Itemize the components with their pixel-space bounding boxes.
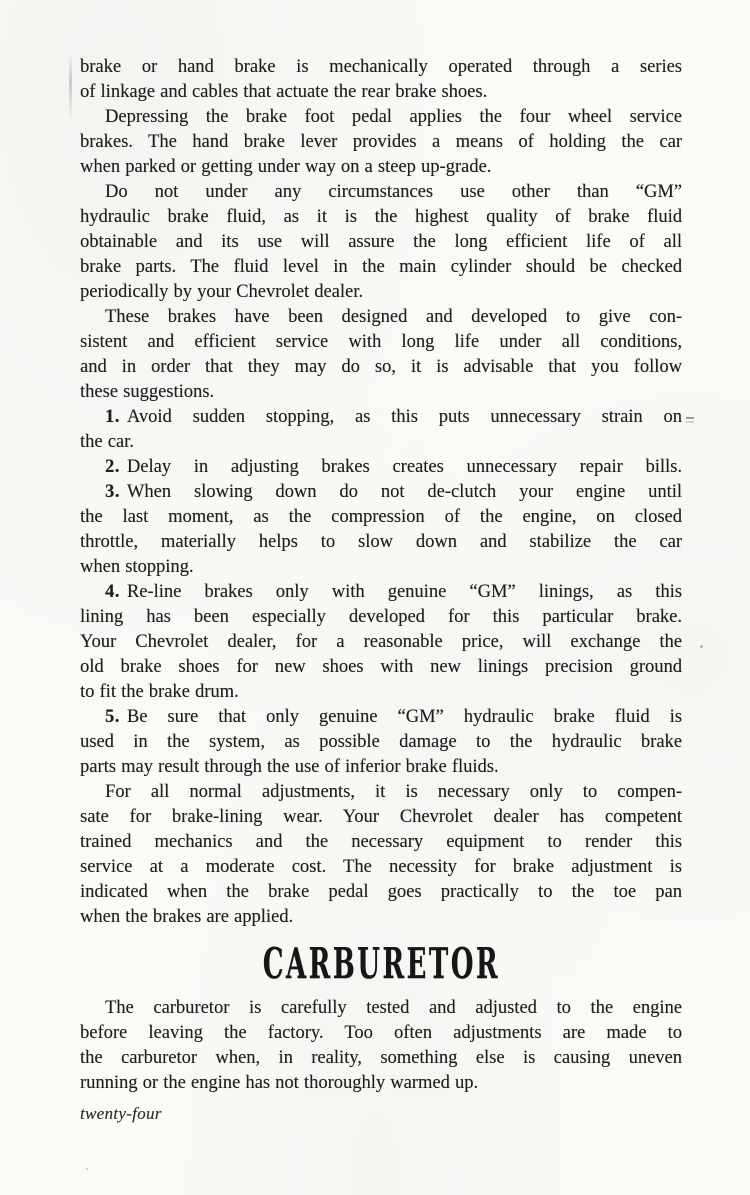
- text-line: trained mechanics and the necessary equipment to render this: [80, 832, 682, 852]
- scan-artifact: [69, 54, 72, 122]
- list-number: 3.: [105, 482, 120, 502]
- text-line: throttle, materially helps to slow down and stabilize the car: [80, 532, 682, 552]
- text-line: when stopping.: [80, 557, 194, 577]
- paragraph: [80, 996, 682, 1096]
- text-line: the car.: [80, 432, 134, 452]
- numbered-item: [80, 455, 682, 480]
- numbered-item: [80, 705, 682, 780]
- numbered-item: [80, 580, 682, 705]
- text-line: Do not under any circumstances use other than “GM”: [105, 182, 682, 202]
- text-line: periodically by your Chevrolet dealer.: [80, 282, 364, 302]
- text-line: 4. Re-line brakes only with genuine “GM” linings, as this: [105, 582, 682, 602]
- text-line: sistent and efficient service with long life under all conditions,: [80, 332, 682, 352]
- text-line: For all normal adjustments, it is necessary only to compen-: [105, 782, 682, 802]
- scan-artifact: [686, 417, 694, 419]
- text-line: Your Chevrolet dealer, for a reasonable price, will exchange the: [80, 632, 682, 652]
- text-line: old brake shoes for new shoes with new linings precision ground: [80, 657, 682, 677]
- paragraph: [80, 305, 682, 405]
- list-number: 2.: [105, 457, 120, 477]
- text-line: 3. When slowing down do not de-clutch your engine until: [105, 482, 682, 502]
- text-line: these suggestions.: [80, 382, 215, 402]
- text-line: the last moment, as the compression of the engine, on closed: [80, 507, 682, 527]
- text-line: and in order that they may do so, it is advisable that you follow: [80, 357, 682, 377]
- scan-artifact: [86, 1168, 88, 1170]
- scan-artifact: [700, 645, 703, 648]
- text-line: to fit the brake drum.: [80, 682, 239, 702]
- text-line: used in the system, as possible damage to the hydraulic brake: [80, 732, 682, 752]
- text-line: brake or hand brake is mechanically operated through a series: [80, 57, 682, 77]
- text-line: 1. Avoid sudden stopping, as this puts unnecessary strain on: [105, 407, 682, 427]
- paragraph: [80, 780, 682, 930]
- text-flow: [80, 55, 682, 1096]
- list-number: 1.: [105, 407, 120, 427]
- text-line: when parked or getting under way on a steep up-grade.: [80, 157, 492, 177]
- text-line: when the brakes are applied.: [80, 907, 294, 927]
- text-line: indicated when the brake pedal goes practically to the toe pan: [80, 882, 682, 902]
- text-line: 5. Be sure that only genuine “GM” hydraulic brake fluid is: [105, 707, 682, 727]
- text-line: These brakes have been designed and developed to give con-: [105, 307, 682, 327]
- text-line: parts may result through the use of inferior brake fluids.: [80, 757, 499, 777]
- paragraph: [80, 180, 682, 305]
- section-heading: [80, 939, 682, 988]
- paragraph: [80, 105, 682, 180]
- text-line: sate for brake-lining wear. Your Chevrolet dealer has competent: [80, 807, 682, 827]
- text-line: brake parts. The fluid level in the main cylinder should be checked: [80, 257, 682, 277]
- text-line: of linkage and cables that actuate the rear brake shoes.: [80, 82, 488, 102]
- page-number-label: twenty-four: [80, 1104, 162, 1123]
- text-line: hydraulic brake fluid, as it is the highest quality of brake fluid: [80, 207, 682, 227]
- paragraph: [80, 55, 682, 105]
- text-line: the carburetor when, in reality, something else is causing uneven: [80, 1048, 682, 1068]
- list-number: 4.: [105, 582, 120, 602]
- numbered-item: [80, 405, 682, 455]
- text-line: The carburetor is carefully tested and adjusted to the engine: [105, 998, 682, 1018]
- text-line: before leaving the factory. Too often adjustments are made to: [80, 1023, 682, 1043]
- text-line: running or the engine has not thoroughly warmed up.: [80, 1073, 479, 1093]
- section-heading-text: CARBURETOR: [262, 939, 500, 988]
- text-line: Depressing the brake foot pedal applies the four wheel service: [105, 107, 682, 127]
- numbered-item: [80, 480, 682, 580]
- text-line: service at a moderate cost. The necessity for brake adjustment is: [80, 857, 682, 877]
- list-number: 5.: [105, 707, 120, 727]
- text-line: obtainable and its use will assure the long efficient life of all: [80, 232, 682, 252]
- text-line: lining has been especially developed for this particular brake.: [80, 607, 682, 627]
- text-line: 2. Delay in adjusting brakes creates unnecessary repair bills.: [105, 457, 682, 477]
- text-line: brakes. The hand brake lever provides a means of holding the car: [80, 132, 682, 152]
